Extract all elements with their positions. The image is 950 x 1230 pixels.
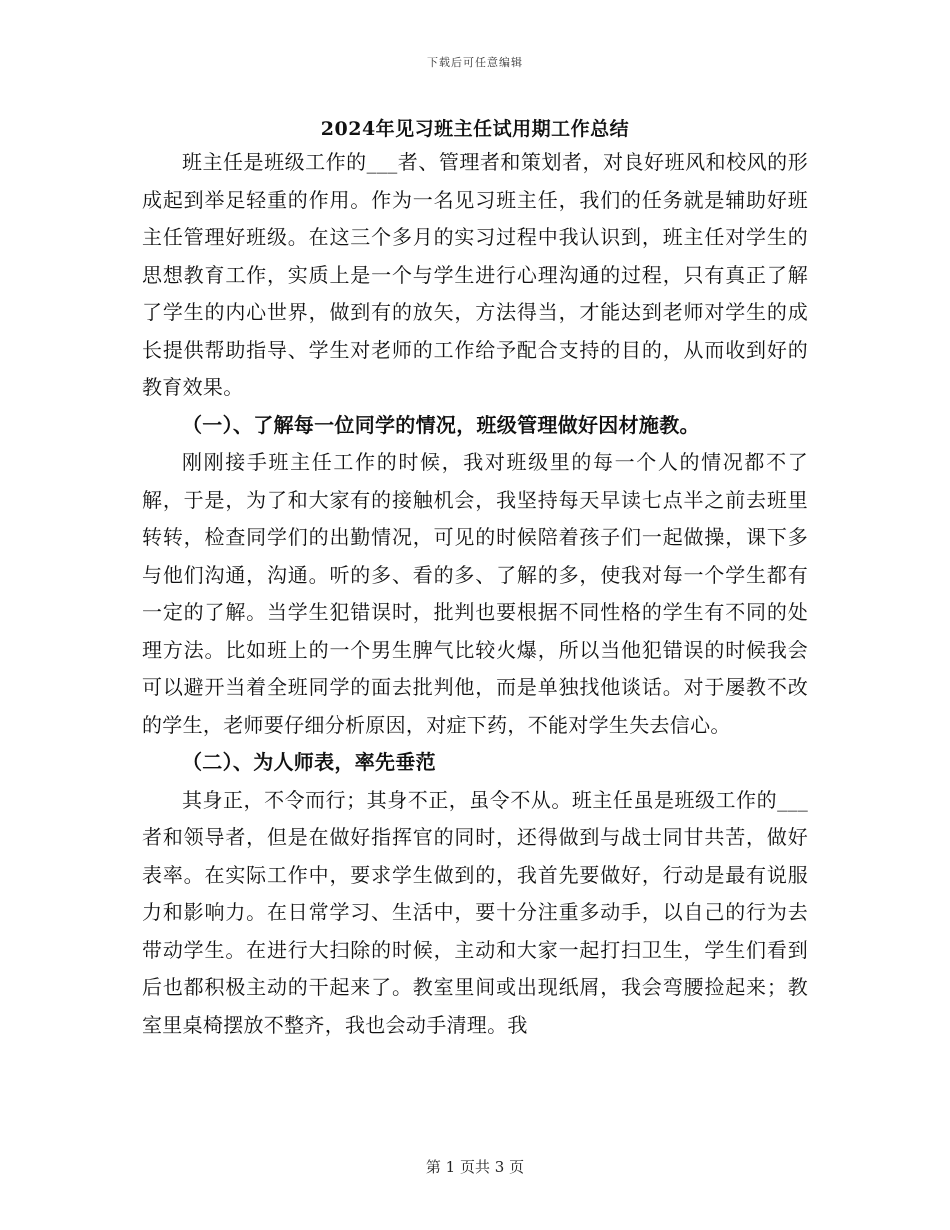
document-title: 2024年见习班主任试用期工作总结: [320, 118, 630, 140]
document-body: [142, 144, 808, 1044]
page-number-footer: 第 1 页共 3 页: [425, 1158, 525, 1176]
section-2-paragraph: 其身正，不令而行；其身不正，虽令不从。班主任虽是班级工作的___者和领导者，但是在做好指挥官的同时，还得做到与战士同甘共苦，做好表率。在实际工作中，要求学生做到的，我首先要做好，行动是最有说服力和影响力。在日常学习、生活中，要十分注重多动手，以自己的行为去带动学生。在进行大扫除的时候，主动和大家一起打扫卫生，学生们看到后也都积极主动的干起来了。教室里间或出现纸屑，我会弯腰捡起来；教室里桌椅摆放不整齐，我也会动手清理。我: [142, 787, 808, 1037]
section-1-paragraph: 刚刚接手班主任工作的时候，我对班级里的每一个人的情况都不了解，于是，为了和大家有的接触机会，我坚持每天早读七点半之前去班里转转，检查同学们的出勤情况，可见的时候陪着孩子们一起做操，课下多与他们沟通，沟通。听的多、看的多、了解的多，使我对每一个学生都有一定的了解。当学生犯错误时，批判也要根据不同性格的学生有不同的处理方法。比如班上的一个男生脾气比较火爆，所以当他犯错误的时候我会可以避开当着全班同学的面去批判他，而是单独找他谈话。对于屡教不改的学生，老师要仔细分析原因，对症下药，不能对学生失去信心。: [142, 450, 808, 737]
page-header: 下载后可任意编辑: [427, 56, 523, 69]
section-1-heading: （一）、了解每一位同学的情况，班级管理做好因材施教。: [182, 412, 700, 437]
section-2-heading: （二）、为人师表，率先垂范: [182, 750, 436, 774]
intro-paragraph: 班主任是班级工作的___者、管理者和策划者，对良好班风和校风的形成起到举足轻重的作用。作为一名见习班主任，我们的任务就是辅助好班主任管理好班级。在这三个多月的实习过程中我认识到，班主任对学生的思想教育工作，实质上是一个与学生进行心理沟通的过程，只有真正了解了学生的内心世界，做到有的放矢，方法得当，才能达到老师对学生的成长提供帮助指导、学生对老师的工作给予配合支持的目的，从而收到好的教育效果。: [142, 150, 808, 399]
